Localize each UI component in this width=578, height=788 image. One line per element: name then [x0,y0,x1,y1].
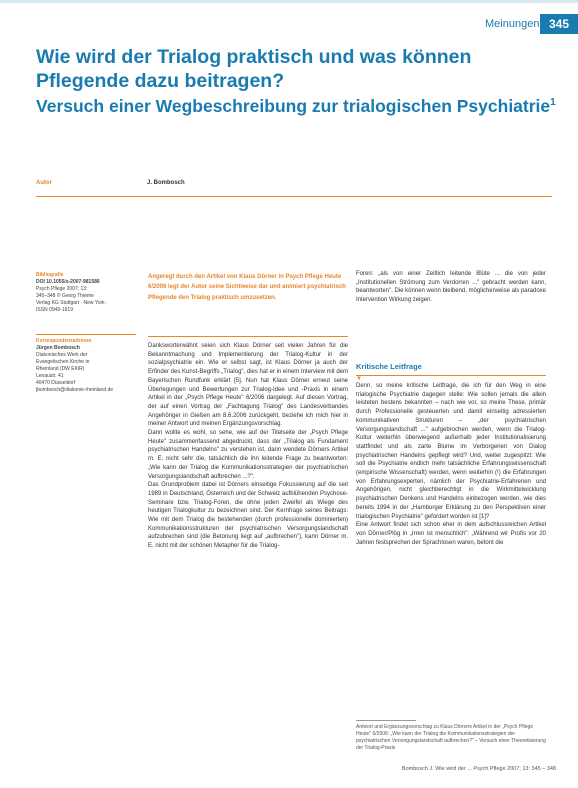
body-paragraph: Eine Antwort findet sich schon eher in dem aufschlussreichen Artikel von Dörner/Plög in „Irren ist menschlich": „Während wir Profis vor 20 Jahren festsprechen der Sprachlosen waren, betont die [356,522,546,546]
body-column-middle [148,342,348,551]
teaser-rule [148,336,348,337]
body-paragraph: Denn, so meine kritische Leitfrage, die ich für den Weg in eine trialogische Psychiatrie dagegen stelle: Wie sollen jemals die allein leisteten bestens bekannten – nach wie vor, so meine These, primär durch Professionelle gesteuerten und damit einseitig adressierten kommunikativen Strukturen – „der psychiatrischen Versorgungslandschaft ..." aufgebrochen werden, wenn die Trialog-Kultur weiterhin überwiegend außerhalb jeder Institutionalisierung stattfindet und als zarte Blume im Verborgenen von Dialog psychiatrischen Handelns gepflegt wird? Und, weiter zugespitzt: Wie soll die Psychiatrie endlich mehr tatsächliche Erfahrungswissenschaft (empirische Wissenschaft) werden, wenn weiterhin (!) die Erfahrungen von Erfahrungsexperten, nämlich der Psychiatrie-Erfahrenen und Angehörigen, nicht gleichberechtigt in die Wirkmittelwicklung psychiatrischen Denkens und Handelns einbezogen werden, wie dies bereits 1994 in der „Hamburger Erklärung zu den Perspektiven einer trialogischen Psychiatrie" gefordert worden ist [1]? [356,383,546,520]
correspondence-block [36,338,136,394]
section-heading: Kritische Leitfrage [356,362,422,371]
section-rule [356,375,546,376]
body-paragraph: Dann wollte es wohl, so sehe, wie auf der Titelseite der „Psych Pflege Heute" zusammenfassend abgedruckt, dass der „Trialog als Fundament psychiatrischen Handelns" zu verstehen ist, dann wendete Dörners Artikel m. E. nicht sehr die, tatsächlich die ihn leitende Frage zu beantworten: „Wie kann der Trialog die Kommunikationsstrategien der psychiatrischen Versorgungslandschaft aufbrechen ...?". [148,430,348,480]
subtitle-text: Versuch einer Wegbeschreibung zur trialogischen Psychiatrie [36,95,551,116]
bibliography-line: ISSN 0949-1619 [36,307,73,313]
page-number-badge: 345 [540,14,578,34]
bibliography-line: 345–348 © Georg Thieme [36,293,94,299]
author-rule [36,196,552,197]
footnote: Antwort und Ergänzungsvorschlag zu Klaus Dörners Artikel in der „Psych Pflege Heute" 6/2006: „Wie kann der Trialog die Kommunikationsstrategien der psychiatrischen Versorgungslandschaft aufbrechen?" – Versuch einer Theoretisierung der Trialog-Praxis [356,724,546,751]
sidebar-separator [36,334,136,335]
body-paragraph: Das Grundproblem dabei ist Dörners einseitige Fokussierung auf die seit 1989 in Deutschland, Österreich und der Schweiz aufblühenden Psychose-Seminare bzw. Trialog-Foren, die ohne jeden Zweifel als Wiege des heutigen Trialogkultur zu bezeichnen sind. Der Kernfrage seines Beitrags: Wie mit dem Trialog die bestehenden (durch professionelle dominierten) Kommunikationsstrukturen der psychiatrischen Versorgungslandschaft aufzubrechen sind (die Betonung liegt auf „aufbrechen"), kann Dörner m. E. nicht mit der schönen Metapher für die Trialog- [148,482,348,550]
correspondence-line: 40470 Düsseldorf [36,380,76,386]
body-paragraph: Danksworterwähnt seien sich Klaus Dörner seit vielen Jahren für die Bekanntmachung und Implementierung der Trialog-Kultur in der sozialpsychiatrie ein. Wie er selbst sagt, ist Klaus Dörner ja auch der Erfinder des Kunst-Begriffs „Trialog", dies hat er in einem Interview mit dem Bayerischen Rundfunk erklärt [5]. Nun hat Klaus Dörner erneut seine Überlegungen und Bewertungen zur Trialog-Idee und -Praxis in einem Artikel in der „Psych Pflege Heute" 6/2006 dargelegt. Auf diesen Vortrag, der auf einen Vortrag der „Fachtagung Trialog" des Landesverbandes Angehöriger in Gießen am 8.6.2006 zurückgeht, beziehe ich mich hier in meiner Antwort und meinen Ergänzungsvorschlag. [148,343,348,428]
body-column-right [356,382,546,547]
section-label: Meinungen [485,18,540,30]
author-label: Autor [36,180,52,186]
article-subtitle [36,92,556,117]
correspondence-email[interactable]: jbombosch@diakonie-rheinland.de [36,387,114,393]
correspondence-line: Rheinland (DW EKiR) [36,366,85,372]
correspondence-line: Evangelischen Kirche in [36,359,90,365]
article-title: Wie wird der Trialog praktisch und was können Pflegende dazu beitragen? [36,46,472,92]
subtitle-footnote-mark: 1 [550,97,556,108]
body-column-right-top [356,270,546,305]
footnote-rule [356,720,416,721]
correspondence-heading: Korrespondenzadresse [36,338,92,344]
bibliography-line: DOI 10.1055/s-2007-981586 [36,279,100,285]
correspondence-line: Diakonisches Werk der [36,352,88,358]
triangle-down-icon: ▼ [356,376,362,382]
teaser-abstract: Angeregt durch den Artikel von Klaus Dörner in Psych Pflege Heute 6/2006 legt der Autor seine Sichtweise dar und animiert psychiatrisch Pflegende den Trialog praktisch umzusetzen. [148,274,346,301]
author-name: J. Bombosch [147,180,185,186]
running-footer: Bombosch J. Wie wird der ... Psych Pflege 2007; 13: 345 – 348 [401,766,556,772]
correspondence-name: Jürgen Bombosch [36,345,80,351]
bibliography-heading: Bibliografie [36,272,64,278]
bibliography-line: Psych Pflege 2007; 13: [36,286,88,292]
header-rule [0,0,578,3]
bibliography-line: Verlag KG Stuttgart · New York · [36,300,108,306]
correspondence-line: Lenaustr. 41 [36,373,64,379]
bibliography-block [36,272,136,314]
body-paragraph: Foren: „als von einer Zeitlich leitende Blüte ... die von jeder „Institutionellen Strömung zum Verdorren ..." gebracht werden kann, beantworten". Die können wenn bleibend, möglicherweise als paradoxe Intervention Wirkung zeigen. [356,271,546,304]
